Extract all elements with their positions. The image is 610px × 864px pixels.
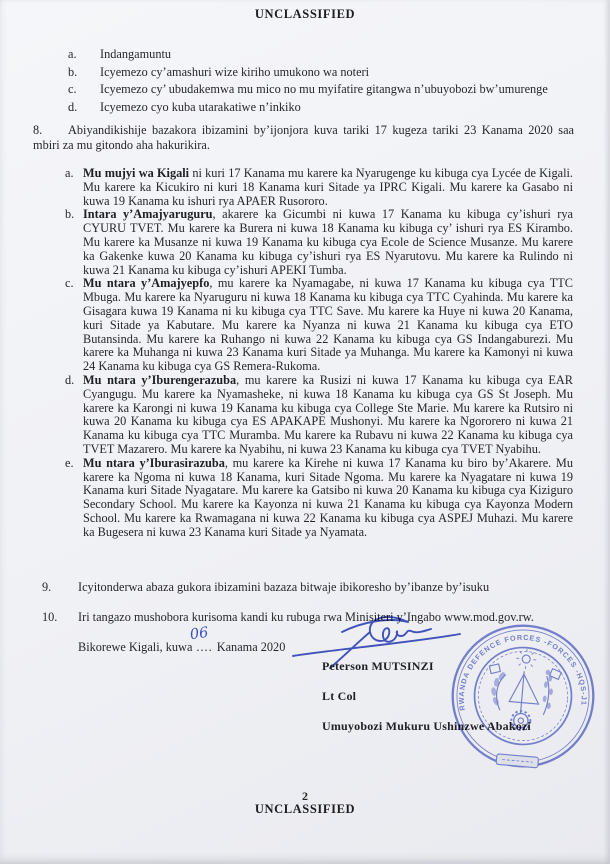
schedule-item-label: c. bbox=[65, 276, 74, 291]
schedule-item-text: ni kuri 17 Kanama mu karere ka Nyarugenge ku kibuga cya Lycée de Kigali. Mu karere ka Kicukiro ni kuri 18 Kanama kuri Sitade ya IPRC Kigali. Mu karere ka Gasabo ni kuwa 19 Kanama ku ishuri rya APAER Rusororo. bbox=[83, 166, 573, 208]
paragraph-8 bbox=[33, 123, 574, 152]
date-place-line bbox=[78, 624, 286, 655]
schedule-region-name: Mu ntara y’Iburengerazuba bbox=[83, 372, 237, 387]
paragraph-10-text: Iri tangazo mushobora kurisoma kandi ku rubuga rwa Minisiteri y’Ingabo www.mod.gov.rw. bbox=[78, 610, 534, 624]
schedule-item-text: , akarere ka Gicumbi ni kuwa 17 Kanama ku kibuga cy’ishuri rya CYURU TVET. Mu karere ka Burera ni kuwa 18 Kanama ku kibuga cy’ ishuri rya ES Kirambo. Mu karere ka Musanze ni kuwa 19 Kanama ku kibuga cya Ecole de Science Musanze. Mu karere ka Gakenke kuwa 20 Kanama ku kibuga cy’ishuri rya ES Nyarutovu. Mu karere ka Rulindo ni kuwa 21 Kanama ku kibuga cy’ishuri APEKI Tumba. bbox=[83, 207, 574, 277]
schedule-item-label: d. bbox=[65, 372, 75, 387]
signatory-title: Umuyobozi Mukuru Ushinzwe Abakozi bbox=[322, 719, 531, 733]
required-document-item bbox=[68, 81, 570, 99]
schedule-item bbox=[65, 277, 573, 374]
schedule-region-name: Mu ntara y’Amajyepfo bbox=[83, 276, 210, 291]
schedule-item bbox=[65, 374, 573, 457]
list-item-label: a. bbox=[68, 47, 77, 61]
schedule-item bbox=[65, 167, 573, 208]
stamp-ring-text: RWANDA DEFENCE FORCES -FORCES -HQS-J1 bbox=[456, 632, 589, 712]
date-line-suffix: Kanama 2020 bbox=[216, 640, 286, 654]
schedule-item-text: , mu karere ka Kirehe ni kuwa 17 Kanama ku biro by’Akarere. Mu karere ka Ngoma ni kuwa 18 Kanama, kuri Sitade Ngoma. Mu karere ka Nyagatare ni kuwa 19 Kanama kuri Sitade Nyagatare. Mu karere ka Gatsibo ni kuwa 20 Kanama ku kibuga cya Kiziguro Secondary School. Mu karere ka Kayonza ni kuwa 21 Kanama ku kibuga cya Kayonza Modern School. Mu karere ka Rwamagana ni kuwa 22 Kanama ku kibuga cya ASPEJ Muhazi. Mu karere ka Bugesera ni kuwa 23 Kanama kuri Sitade ya Nyamata. bbox=[83, 455, 573, 539]
list-item-label: c. bbox=[68, 82, 77, 97]
required-document-item bbox=[68, 99, 570, 117]
list-item-text: Icyemezo cyo kuba utarakatiwe n’inkiko bbox=[100, 99, 301, 114]
schedule-item-text: , mu karere ka Nyamagabe, ni kuwa 17 Kanama ku kibuga cya TTC Mbuga. Mu karere ka Nyaruguru ni kuwa 18 Kanama ku kibuga cya TTC Cyahinda. Mu karere ka Gisagara kuwa 19 Kanama ni ku kibuga cya TTC Save. Mu karere ka Huye ni kuwa 20 Kanama, kuri Sitade ya Kabutare. Mu karere ka Nyanza ni kuwa 21 Kanama ku kibuga cya ETO Butansinda. Mu karere ka Ruhango ni kuwa 22 Kanama ku kibuga cya GS Indangaburezi. Mu karere ka Muhanga ni kuwa 23 Kanama kuri Sitade ya Muhanga. Mu karere ka Kamonyi ni kuwa 24 Kanama ku kibuga cya GS Remera-Rukoma. bbox=[83, 276, 573, 374]
paragraph-10-number: 10. bbox=[42, 610, 58, 624]
schedule-item bbox=[65, 208, 573, 277]
schedule-region-name: Intara y’Amajyaruguru bbox=[83, 207, 213, 222]
date-line-prefix: Bikorewe Kigali, kuwa bbox=[78, 640, 193, 654]
schedule-item bbox=[65, 457, 573, 540]
list-item-label: d. bbox=[68, 99, 78, 114]
schedule-region-name: Mu mujyi wa Kigali bbox=[83, 166, 190, 180]
classification-header: UNCLASSIFIED bbox=[254, 7, 356, 21]
paragraph-9-text: Icyitonderwa abaza gukora ibizamini bazaza bitwaje ibikoresho by’ibanze by’isuku bbox=[78, 580, 490, 594]
classification-footer: UNCLASSIFIED bbox=[254, 802, 356, 816]
required-documents-list bbox=[68, 46, 570, 116]
schedule-item-label: e. bbox=[65, 455, 74, 470]
list-item-label: b. bbox=[68, 64, 78, 79]
required-document-item bbox=[68, 64, 570, 82]
signatory-name: Peterson MUTSINZI bbox=[322, 659, 434, 673]
list-item-text: Icyemezo cy’amashuri wize kiriho umukono wa noteri bbox=[100, 64, 370, 79]
schedule-region-name: Mu ntara y’Iburasirazuba bbox=[83, 455, 225, 470]
schedule-item-text: , mu karere ka Rusizi ni kuwa 17 Kanama ku kibuga cya EAR Cyangugu. Mu karere ka Nyamasheke, ni kuwa 18 Kanama ku kibuga cya GS St Joseph. Mu karere ka Karongi ni kuwa 19 Kanama ku kibuga cya College Ste Marie. Mu karere ka Rutsiro ni kuwa 20 Kanama ku kibuga cya ES APAKAPE Mushonyi. Mu karere ka Ngororero ni kuwa 21 Kanama ku kibuga cya TTC Muramba. Mu karere ka Rubavu ni kuwa 22 Kanama ku kibuga cya TVET Mazarero. Mu karere ka Nyabihu, ni kuwa 23 Kanama ku kibuga cya TVET Nyabihu. bbox=[83, 372, 573, 456]
paragraph-8-number: 8. bbox=[33, 123, 43, 137]
required-document-item bbox=[68, 46, 570, 64]
official-stamp-icon bbox=[440, 614, 607, 779]
paragraph-9-number: 9. bbox=[42, 580, 52, 594]
signatory-rank: Lt Col bbox=[322, 689, 357, 703]
date-dots: .... bbox=[196, 640, 213, 654]
paragraph-9 bbox=[42, 580, 574, 595]
page-number: 2 bbox=[302, 789, 308, 803]
handwritten-day: 06 bbox=[188, 624, 210, 644]
schedule-item-label: b. bbox=[65, 207, 75, 222]
exam-schedule-list bbox=[65, 167, 573, 540]
list-item-text: Icyemezo cy’ ubudakemwa mu mico no mu myifatire gitangwa n’ubuyobozi bw’umurenge bbox=[100, 82, 548, 97]
paragraph-8-text: Abiyandikishije bazakora ibizamini by’ijonjora kuva tariki 17 kugeza tariki 23 Kanama 2020 saa mbiri za mu gitondo aha hakurikira. bbox=[33, 123, 574, 152]
list-item-text: Indangamuntu bbox=[100, 47, 172, 61]
schedule-item-label: a. bbox=[65, 166, 74, 180]
